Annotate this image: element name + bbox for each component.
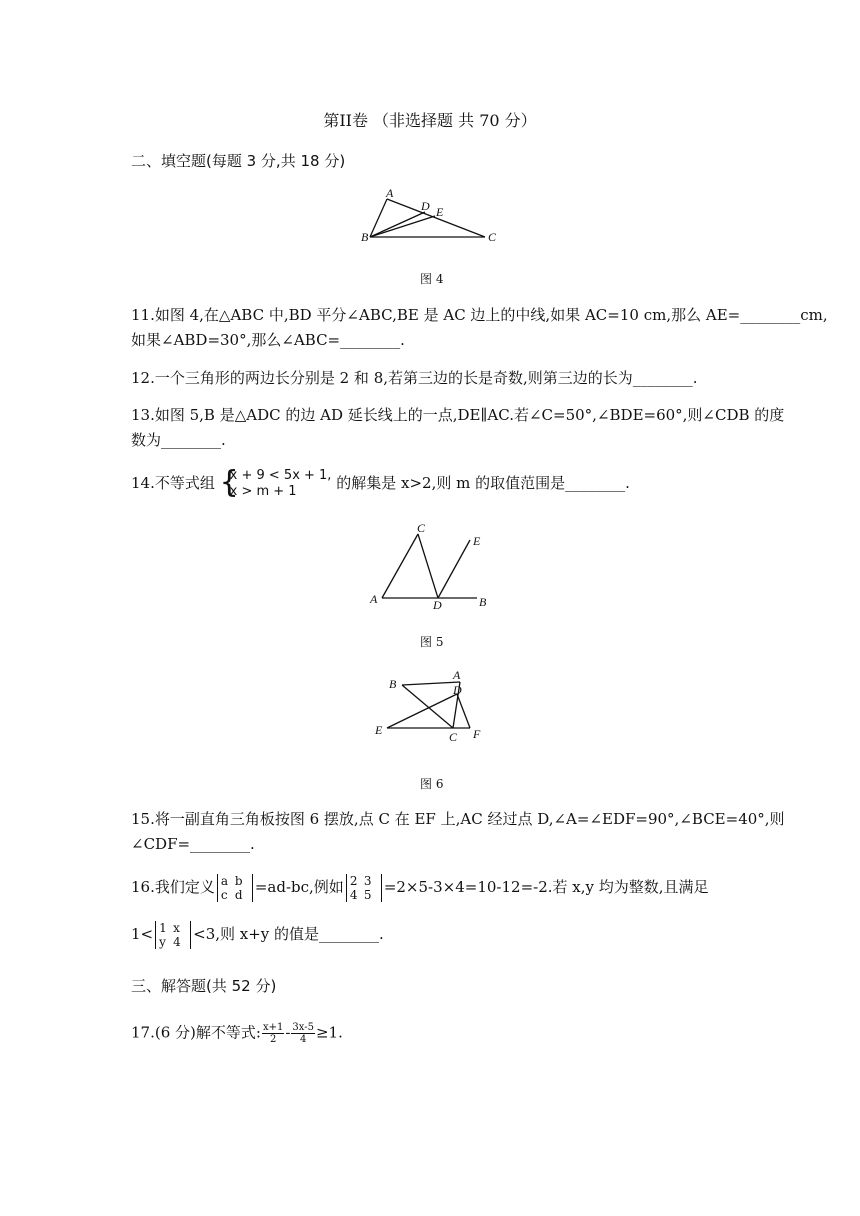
figure-6-caption: 图 6 (420, 777, 444, 791)
question-17-suffix: ≥1. (315, 1023, 343, 1042)
edge-ac (382, 534, 418, 598)
question-11-line-2: 如果∠ABD=30°,那么∠ABC=________. (131, 331, 405, 349)
inequality-row-2: x > m + 1 (229, 484, 297, 499)
question-12: 12.一个三角形的两边长分别是 2 和 8,若第三边的长是奇数,则第三边的长为________. (131, 369, 698, 387)
label-e: E (473, 534, 481, 548)
label-f: F (473, 727, 481, 741)
figure-4-caption: 图 4 (420, 272, 444, 286)
question-14 (131, 465, 630, 500)
figure-5-caption: 图 5 (420, 635, 444, 649)
question-13-line-1: 13.如图 5,B 是△ADC 的边 AD 延长线上的一点,DE∥AC.若∠C=50°,∠BDE=60°,则∠CDB 的度 (131, 406, 785, 424)
paper-title: 第II卷 （非选择题 共 70 分） (323, 111, 537, 130)
brace-icon: { (219, 465, 239, 500)
question-16-text-2: =ad-bc,例如 (254, 878, 344, 896)
label-a: A (453, 668, 461, 682)
segment-bc (402, 685, 453, 728)
question-15-line-1: 15.将一副直角三角板按图 6 摆放,点 C 在 EF 上,AC 经过点 D,∠A=∠EDF=90°,∠BCE=40°,则 (131, 810, 785, 828)
label-c: C (488, 230, 497, 244)
question-16-text-5: <3,则 x+y 的值是________. (193, 925, 384, 943)
ray-de (438, 540, 470, 598)
section-heading-solutions: 三、解答题(共 52 分) (131, 977, 277, 995)
label-d: D (421, 199, 430, 213)
question-16-text-4: 1< (131, 925, 154, 943)
determinant-example: 2 3 4 5 (346, 874, 382, 902)
question-11-line-1: 11.如图 4,在△ABC 中,BD 平分∠ABC,BE 是 AC 边上的中线,如果 AC=10 cm,那么 AE=________cm, (131, 306, 828, 324)
segment-bd (370, 212, 425, 237)
segment-df (457, 694, 470, 728)
edge-cd (418, 534, 438, 598)
segment-be (370, 216, 435, 237)
inequality-row-1: x + 9 < 5x + 1, (229, 468, 332, 483)
segment-ba (402, 682, 460, 685)
question-17-prefix: 17.(6 分)解不等式: (131, 1023, 261, 1042)
figure-5 (365, 520, 500, 612)
label-b: B (479, 595, 487, 609)
question-16-text-3: =2×5-3×4=10-12=-2.若 x,y 均为整数,且满足 (383, 878, 709, 896)
determinant-definition: a b c d (217, 874, 253, 902)
inequality-system (219, 465, 332, 500)
label-d: D (453, 683, 462, 697)
question-14-prefix: 14.不等式组 (131, 474, 215, 492)
fraction-1: $\frac{x+1}{2}$ (262, 1022, 284, 1045)
section-heading-fill-in: 二、填空题(每题 3 分,共 18 分) (131, 152, 346, 170)
determinant-condition: 1 x y 4 (155, 921, 191, 949)
label-c: C (417, 521, 426, 535)
question-16-line-1 (131, 874, 709, 902)
question-17 (131, 1022, 343, 1045)
minus-sign: - (285, 1023, 291, 1042)
question-16-text-1: 16.我们定义 (131, 878, 215, 896)
edge-ab (370, 199, 387, 237)
figure-4 (355, 185, 505, 245)
question-16-line-2 (131, 921, 384, 949)
label-e: E (375, 723, 383, 737)
label-a: A (370, 592, 378, 606)
question-14-suffix: 的解集是 x>2,则 m 的取值范围是________. (336, 474, 630, 492)
label-b: B (389, 677, 397, 691)
label-d: D (433, 598, 442, 612)
question-15-line-2: ∠CDF=________. (131, 835, 255, 853)
question-13-line-2: 数为________. (131, 431, 226, 449)
label-b: B (361, 230, 369, 244)
figure-6 (370, 668, 490, 746)
label-a: A (386, 186, 394, 200)
label-e: E (436, 205, 444, 219)
fraction-2: $\frac{3x-5}{4}$ (292, 1022, 314, 1045)
label-c: C (449, 730, 458, 744)
